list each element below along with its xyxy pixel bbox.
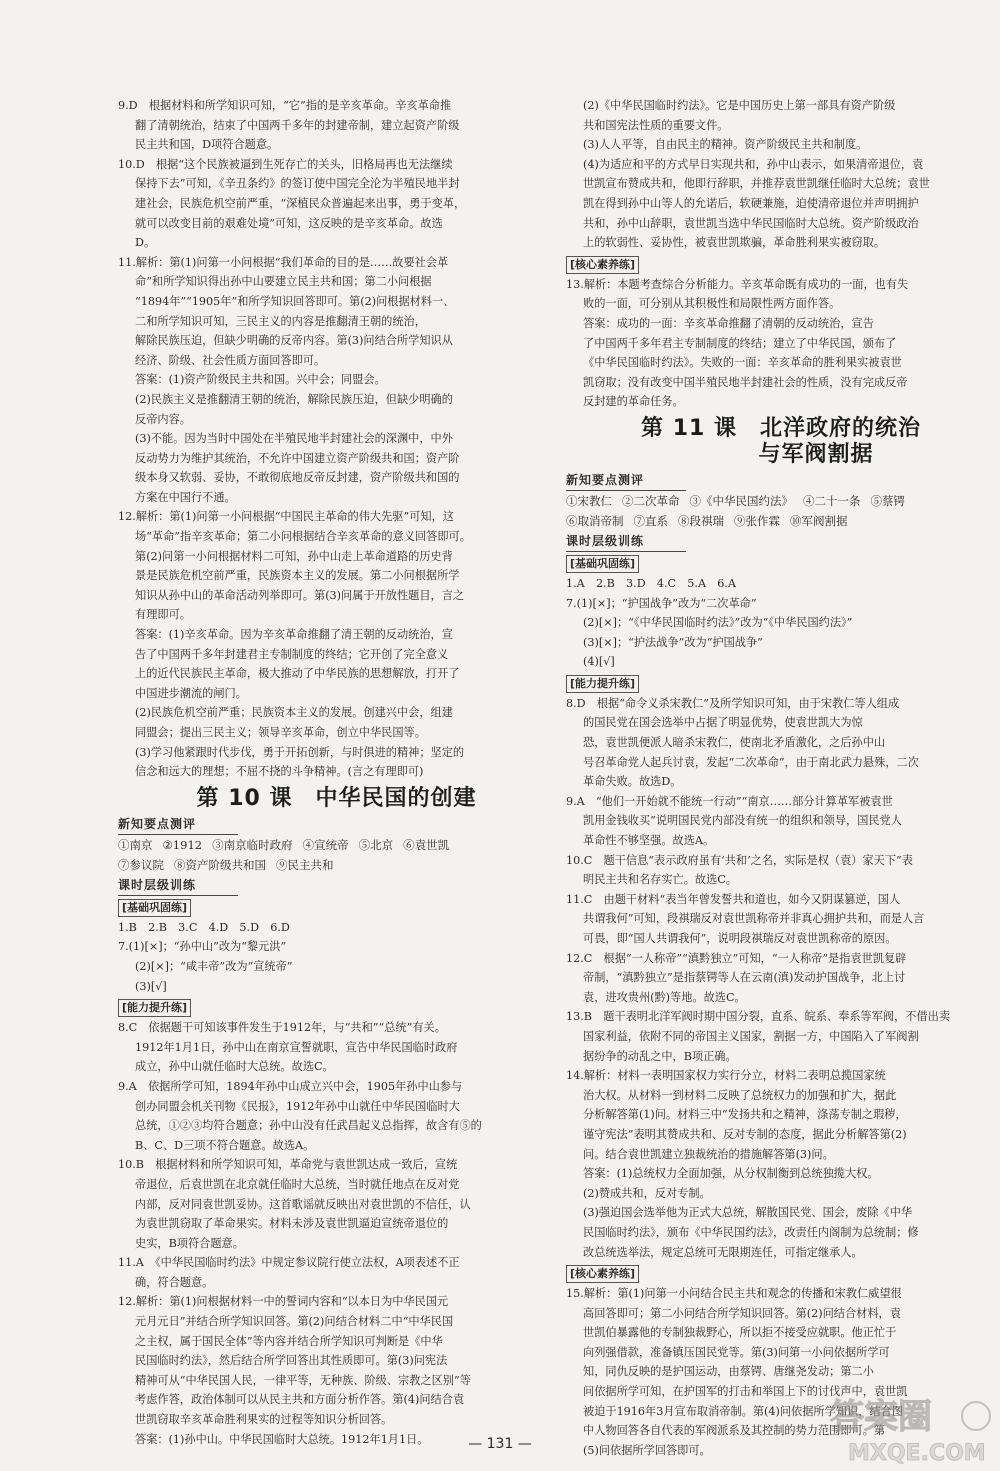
text-line: 问。结合袁世凯建立独裁统治的措施解答第(3)问。 [583, 1147, 834, 1161]
text-line: 答案：(1)总统权力全面加强，从分权制衡到总统独揽大权。 [583, 1167, 879, 1181]
text-line: 民国临时约法》，颁布《中华民国约法》，改责任内阁制为总统制；修 [583, 1225, 919, 1239]
text-line: 15.解析：第(1)问第一小问结合民主共和观念的传播和宋教仁威望很 [566, 1287, 902, 1301]
text-line: 问依据所学可知，在护国军的打击和举国上下的讨伐声中，袁世凯 [583, 1385, 908, 1399]
text-line: 谨守宪法”表明其赞成共和、反对专制的态度，据此分析解答第(2) [583, 1127, 907, 1141]
text-line: 帝退位，后袁世凯在北京就任临时大总统，当时就任地点在反对党 [135, 1177, 460, 1191]
text-line: 革命失败。故选D。 [583, 775, 682, 789]
keyword-item: ③南京临时政府 [212, 837, 293, 852]
keyword-item: ⑧段祺瑞 [678, 513, 724, 528]
text-line: 7.(1)[×]；“孙中山”改为“黎元洪” [118, 940, 287, 954]
text-line: 9.D 根据材料和所学知识可知，“它”指的是辛亥革命。辛亥革命推 [118, 99, 452, 112]
basic-practice-tag: [基础巩固练] [118, 899, 191, 917]
text-line: 14.解析：材料一表明国家权力实行分立，材料二表明总揽国家统 [566, 1069, 886, 1083]
text-line: 解除民族压迫，但缺少明确的反帝内容。第(3)问结合所学知识从 [135, 334, 453, 348]
text-line: 7.(1)[×]；“护国战争”改为“二次革命” [566, 596, 757, 610]
text-line: 为袁世凯窃取了革命果实。材料未涉及袁世凯逼迫宣统帝退位的 [135, 1217, 449, 1231]
keyword-item: ⑥取消帝制 [566, 513, 624, 528]
basic-practice-tag-2: [基础巩固练] [566, 555, 639, 573]
text-line: 革命性不够坚强。故选A。 [583, 834, 715, 848]
text-line: 凯窃取；没有改变中国半殖民地半封建社会的性质，没有完成反帝 [583, 375, 908, 389]
core-literacy-tag-1: [核心素养练] [566, 256, 639, 274]
watermark-logo [826, 1388, 996, 1466]
keyword-item: ⑨民主共和 [276, 857, 334, 872]
text-line: (2)民族主义是推翻清王朝的统治，解除民族压迫，但缺少明确的 [135, 392, 453, 406]
text-line: (3)人人平等，自由民主的精神。资产阶级民主共和制度。 [583, 138, 868, 152]
keyword-item: ⑨张作霖 [734, 513, 780, 528]
answers-block-c [566, 96, 996, 253]
text-line: 考虑作答，政治体制可以从民主共和方面分析作答。第(4)问结合袁 [135, 1393, 465, 1407]
text-line: 世凯伯暴露他的专制独裁野心，所以拒不接受应就职。他正忙于 [583, 1326, 897, 1340]
text-line: 凯用金钱收买”说明国民党内部没有统一的组织和领导，国民党人 [583, 814, 902, 828]
text-line: 级本身又软弱、妥协，不敢彻底地反帝反封建，资产阶级共和国的 [135, 471, 460, 485]
lesson-11-keywords-row-2 [566, 511, 996, 531]
text-line: 分析解答第(1)问。材料三中“发扬共和之精神，涤荡专制之瑕秽， [583, 1108, 907, 1122]
text-line: 告了中国两千多年封建君主专制制度的终结；它开创了完全意义 [135, 647, 449, 661]
lesson-training-label-2: 课时层级训练 [566, 531, 686, 552]
text-line: (3)强迫国会选举他为正式大总统，解散国民党、国会，废除《中华 [583, 1206, 913, 1220]
keyword-item: ④二十一条 [803, 493, 861, 508]
keyword-item: ①南京 [118, 837, 153, 852]
text-line: 1912年1月1日，孙中山在南京宣誓就职，宣告中华民国临时政府 [135, 1040, 458, 1054]
text-line: (5)问依据所学回答即可。 [583, 1443, 711, 1457]
text-line: (3)[√] [135, 979, 167, 993]
text-line: 《中华民国临时约法》。失败的一面：辛亥革命的胜利果实被袁世 [583, 356, 902, 370]
text-line: 答案：(1)孙中山。中华民国临时大总统。1912年1月1日。 [135, 1432, 429, 1446]
text-line: 号召革命党人起兵讨袁，发起“二次革命”，由于南北武力悬殊，二次 [583, 755, 919, 769]
text-line: (2)民族危机空前严重；民族资本主义的发展。创建兴中会，组建 [135, 706, 453, 720]
text-line: 同盟会；提出三民主义；领导辛亥革命，创立中华民国等。 [135, 726, 426, 739]
right-column [566, 96, 996, 1460]
ability-practice-tag-2: [能力提升练] [566, 675, 639, 693]
keyword-item: ⑩军阀割据 [790, 513, 848, 528]
text-line: (4)为适应和平的方式早日实现共和，孙中山表示，如果清帝退位，袁 [583, 157, 924, 171]
text-line: 9.A “他们一开始就不能统一行动”“南京……部分计算革军被袁世 [566, 794, 893, 808]
text-line: 共谓我何”可知，段祺瑞反对袁世凯称帝并非真心拥护共和，而是人言 [583, 912, 925, 926]
keyword-item: ④宣统帝 [302, 837, 349, 852]
text-line: 场“革命”指辛亥革命；第二小问根据结合辛亥革命的意义回答即可。 [135, 530, 471, 544]
text-line: 中国进步潮流的闸门。 [135, 686, 247, 700]
text-line: 10.D 根据“这个民族被逼到生死存亡的关头，旧格局再也无法继续 [118, 157, 453, 171]
text-line: 败的一面，可分别从其积极性和局限性两方面作答。 [583, 297, 841, 311]
new-knowledge-label: 新知要点测评 [118, 814, 238, 835]
keyword-item: ⑤蔡锷 [870, 493, 905, 508]
text-line: 建社会，民族危机空前严重，“深植民众普遍起来出事，勇于变革， [135, 196, 466, 210]
text-line: (3)不能。因为当时中国处在半殖民地半封建社会的深渊中，中外 [135, 432, 453, 446]
text-line: 1.A 2.B 3.D 4.C 5.A 6.A [566, 576, 736, 590]
text-line: 了中国两千多年君主专制制度的终结；建立了中华民国，颁布了 [583, 336, 897, 350]
text-line: 反动势力为维护其统治，不允许中国建立资产阶级共和国；资产阶 [135, 451, 460, 465]
keyword-item: ⑧资产阶级共和国 [174, 857, 266, 872]
text-line: 元月元日”并结合所学知识回答。第(2)问结合材料二中“中华民国 [135, 1315, 454, 1329]
text-line: 11.C 由题干材料“表当年曾发誓共和道也，如今又阴谋篡逆，国人 [566, 892, 901, 906]
text-line: 确，符合题意。 [135, 1275, 214, 1289]
text-line: 世凯窃取辛亥革命胜利果实的过程等知识分析回答。 [135, 1413, 393, 1427]
lesson-10-title: 第 10 课 中华民国的创建 [196, 785, 477, 811]
keyword-item: ①宋教仁 [566, 493, 612, 508]
lesson-11-keywords-row-1 [566, 491, 996, 511]
text-line: 13.解析：本题考查综合分析能力。辛亥革命既有成功的一面，也有失 [566, 277, 909, 291]
lesson-11-title-line-2: 与军阀割据 [758, 441, 874, 467]
answers-block-b [118, 1018, 555, 1449]
text-line: 帝制，“滇黔独立”是指蔡锷等人在云南(滇)发动护国战争，北上讨 [583, 971, 906, 985]
text-line: 就可以改变目前的艰难处境”可知，这反映的是辛亥革命。故选 [135, 216, 443, 230]
text-line: 可畏，即“国人共谓我何”，说明段祺瑞反对袁世凯称帝的原因。 [583, 932, 897, 945]
text-line: 国家利益，依附不同的帝国主义国家，割据一方，中国陷入了军阀割 [583, 1029, 919, 1043]
left-column [118, 96, 555, 1449]
text-line: (2)赞成共和，反对专制。 [583, 1186, 711, 1200]
keyword-item: ⑦参议院 [118, 857, 164, 872]
text-line: 成立，孙中山就任临时大总统。故选C。 [135, 1060, 334, 1074]
text-line: 民国临时约法》，然后结合所学回答出其性质即可。第(3)问宪法 [135, 1354, 448, 1368]
text-line: 景是民族危机空前严重，民族资本主义的发展。第二小问根据所学 [135, 569, 460, 583]
text-line: “1894年”“1905年”和所学知识回答即可。第(2)问根据材料一、 [135, 294, 455, 308]
text-line: 民主共和国，D项符合题意。 [135, 138, 279, 152]
text-line: 向列强借款，准备镇压国民党等。第(3)问第一小问依据所学可 [583, 1345, 890, 1359]
text-line: 中人物回答各自代表的军阀派系及其控制的势力范围即可。第 [583, 1424, 886, 1438]
svg-text:MXQE.COM: MXQE.COM [848, 1441, 986, 1466]
text-line: 上的近代民族民主革命，极大推动了中华民族的思想解放，打开了 [135, 667, 460, 681]
text-line: 高回答即可；第二小问结合所学知识回答。第(2)问结合材料，袁 [583, 1306, 901, 1320]
answers-block-e [566, 694, 996, 1262]
text-line: 13.B 题干表明北洋军阀时期中国分裂，直系、皖系、奉系等军阀，不借出卖 [566, 1010, 951, 1024]
page-number: — 131 — [468, 1436, 532, 1452]
text-line: 12.C 根据“一人称帝”“滇黔独立”可知，“一人称帝”是指袁世凯复辟 [566, 951, 907, 965]
svg-text:答案圈: 答案圈 [830, 1397, 932, 1437]
text-line: 有理即可。 [135, 608, 191, 622]
text-line: 共和国宪法性质的重要文件。 [583, 118, 729, 132]
basic-answers-2 [566, 574, 996, 672]
text-line: 共和，孙中山辞职，袁世凯当选中华民国临时大总统。资产阶级政治 [583, 216, 919, 230]
text-line: (2)[×]；“咸丰帝”改为“宣统帝” [135, 959, 293, 973]
text-line: (2)[×]；“《中华民国临时约法》”改为“《中华民国约法》” [583, 616, 853, 630]
text-line: 世凯宣布赞成共和，他即行辞职，并推荐袁世凯继任临时大总统；袁世 [583, 177, 930, 191]
text-line: (3)[×]；“护法战争”改为“护国战争” [583, 635, 763, 649]
text-line: 第(2)问第一小问根据材料二可知，孙中山走上革命道路的历史背 [135, 549, 453, 563]
text-line: 12.解析：第(1)问根据材料一中的誓词内容和“以本日为中华民国元 [118, 1295, 449, 1309]
keyword-item: ②1912 [162, 837, 203, 852]
text-line: 内部，反对同袁世凯妥协。这首歌谣就反映出对袁世凯的不信任，认 [135, 1197, 471, 1211]
text-line: 二和所学知识可知，三民主义的内容是推翻清王朝的统治， [135, 314, 426, 328]
keyword-item: ⑦直系 [633, 513, 668, 528]
new-knowledge-label-2: 新知要点测评 [566, 470, 686, 491]
text-line: 知识从孙中山的革命活动列举即可。第(3)问属于开放性题目，言之 [135, 588, 465, 602]
text-line: 创办同盟会机关刊物《民报》，1912年孙中山就任中华民国临时大 [135, 1099, 460, 1113]
keyword-item: ⑥袁世凯 [403, 837, 450, 852]
text-line: 总统，①②③均符合题意；孙中山没有任武昌起义总指挥，故含有⑤的 [135, 1119, 482, 1133]
text-line: 答案：(1)资产阶级民主共和国。兴中会；同盟会。 [135, 373, 386, 387]
text-line: D。 [135, 236, 156, 250]
text-line: 信念和远大的理想；不屈不挠的斗争精神。(言之有理即可) [135, 765, 424, 779]
text-line: 明民主共和名存实亡。故选C。 [583, 873, 737, 887]
text-line: B、C、D三项不符合题意。故选A。 [135, 1138, 315, 1152]
text-line: 9.A 依据所学可知，1894年孙中山成立兴中会，1905年孙中山参与 [118, 1079, 463, 1093]
text-line: 恐，袁世凯便派人暗杀宋教仁，使南北矛盾激化，之后孙中山 [583, 736, 886, 750]
text-line: 8.C 依据题干可知该事件发生于1912年，与“共和”“总统”有关。 [118, 1021, 446, 1035]
text-line: 据纷争的动乱之中，B项正确。 [583, 1049, 737, 1063]
text-line: 8.D 根据“命令义杀宋教仁”及所学知识可知，由于宋教仁等人组成 [566, 696, 900, 710]
answers-block-a [118, 96, 555, 782]
lesson-training-label: 课时层级训练 [118, 875, 238, 896]
text-line: 知，同仇反映的是护国运动，由蔡锷、唐继尧发动；第二小 [583, 1365, 874, 1379]
lesson-11-heading [566, 416, 996, 468]
text-line: 12.解析：第(1)问第一小问根据“中国民主革命的伟大先驱”可知，这 [118, 510, 454, 524]
text-line: 1.B 2.B 3.C 4.D 5.D 6.D [118, 920, 290, 934]
text-line: 命”和所学知识得出孙中山要建立民主共和国；第二小问根据 [135, 275, 432, 289]
text-line: 史实，B项符合题意。 [135, 1236, 244, 1250]
text-line: 翻了清朝统治，结束了中国两千多年的封建帝制，建立起资产阶级 [135, 118, 460, 132]
text-line: 11.A 《中华民国临时约法》中规定参议院行使立法权，A项表述不正 [118, 1256, 460, 1270]
text-line: 上的软弱性、妥协性，被袁世凯欺骗，革命胜利果实被窃取。 [583, 236, 886, 250]
text-line: 10.B 根据材料和所学知识可知，革命党与袁世凯达成一致后，宣统 [118, 1158, 458, 1172]
text-line: 经济、阶级、社会性质方面回答即可。 [135, 353, 326, 367]
text-line: 治大权。从材料一到材料二反映了总统权力的加强和扩大，据此 [583, 1088, 897, 1102]
text-line: 被迫于1916年3月宣布取消帝制。第(4)问依据所学知识，结合图 [583, 1404, 903, 1418]
text-line: 改总统选举法，规定总统可无限期连任，可指定继承人。 [583, 1245, 863, 1259]
lesson-10-keywords-row-1 [118, 835, 555, 855]
text-line: 反封建的革命任务。 [583, 395, 684, 409]
text-line: 10.C 题干信息“表示政府虽有‘共和’之名，实际是权（袁）家天下”表 [566, 853, 913, 867]
text-line: 答案：成功的一面：辛亥革命推翻了清朝的反动统治，宣告 [583, 316, 874, 330]
keyword-item: ③《中华民国约法》 [689, 493, 793, 508]
text-line: 凯在得到孙中山等人的允诺后，软硬兼施，迫使清帝退位并声明拥护 [583, 196, 919, 210]
text-line: 保持下去”可知，《辛丑条约》的签订使中国完全沦为半殖民地半封 [135, 177, 460, 191]
ability-practice-tag: [能力提升练] [118, 999, 191, 1017]
basic-answers [118, 918, 555, 996]
text-line: 答案：(1)辛亥革命。因为辛亥革命推翻了清王朝的反动统治，宣 [135, 628, 453, 642]
keyword-item: ②二次革命 [622, 493, 680, 508]
lesson-10-keywords-row-2 [118, 855, 555, 875]
lesson-11-title-line-1: 第 11 课 北洋政府的统治 [641, 415, 921, 441]
text-line: (3)学习他紧跟时代步伐，勇于开拓创新，与时俱进的精神；坚定的 [135, 745, 465, 759]
text-line: (2)《中华民国临时约法》。它是中国历史上第一部具有资产阶级 [583, 99, 896, 112]
answers-block-d [566, 275, 996, 412]
text-line: 之主权，属于国民全体”等内容并结合所学知识可判断是《中华 [135, 1334, 443, 1348]
text-line: 袁，进攻贵州(黔)等地。故选C。 [583, 990, 746, 1004]
keyword-item: ⑤北京 [358, 837, 394, 852]
text-line: 精神可从“中华民国人民，一律平等，无种族、阶级、宗教之区别”等 [135, 1373, 471, 1387]
text-line: (4)[√] [583, 655, 615, 669]
text-line: 方案在中国行不通。 [135, 490, 236, 504]
text-line: 11.解析：第(1)问第一小问根据“我们革命的目的是……故要社会革 [118, 255, 449, 269]
text-line: 的国民党在国会选举中占据了明显优势，使袁世凯大为惊 [583, 716, 863, 730]
lesson-10-heading [118, 786, 555, 812]
core-literacy-tag-2: [核心素养练] [566, 1265, 639, 1283]
text-line: 反帝内容。 [135, 412, 191, 426]
